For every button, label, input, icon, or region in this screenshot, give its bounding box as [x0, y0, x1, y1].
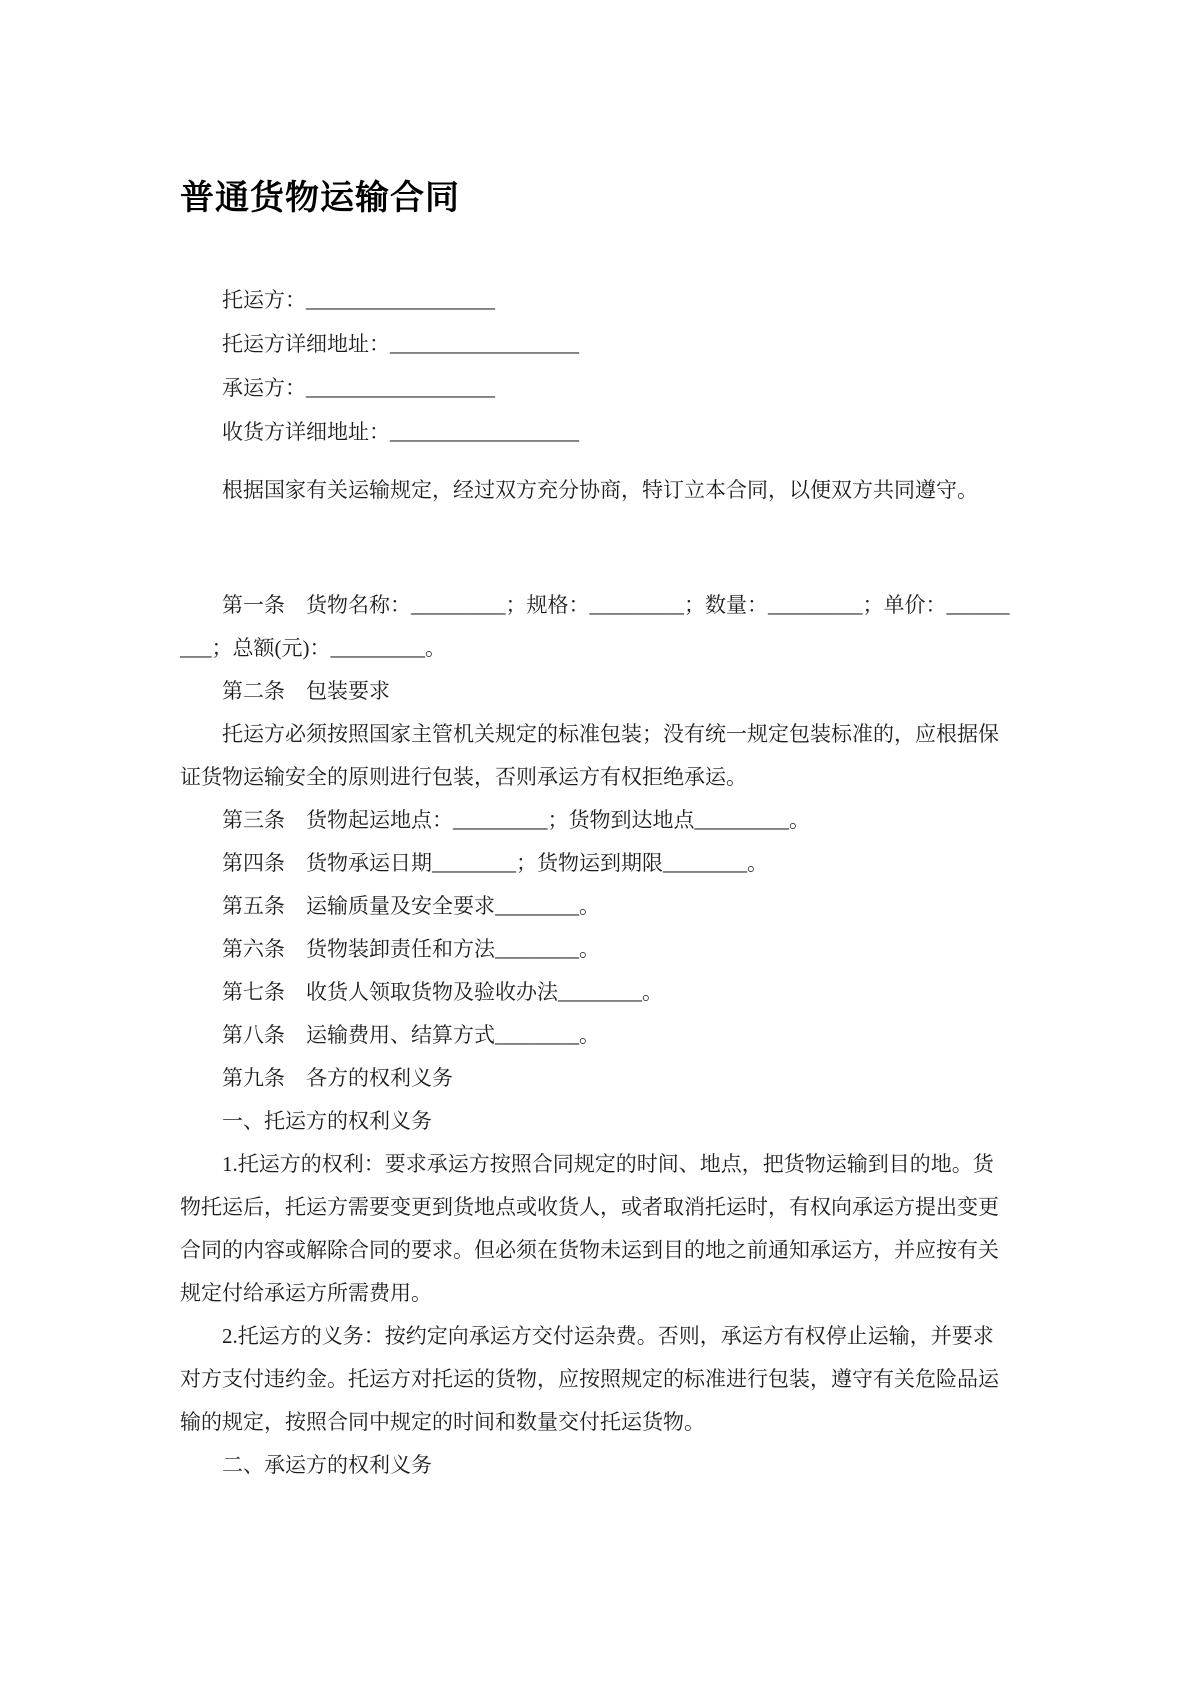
- parties-section: [180, 278, 1022, 454]
- clause-2-body-line-1: 托运方必须按照国家主管机关规定的标准包装；没有统一规定包装标准的，应根据保: [222, 722, 999, 746]
- section-1-heading: 一、托运方的权利义务: [222, 1109, 432, 1133]
- intro-paragraph: 根据国家有关运输规定，经过双方充分协商，特订立本合同，以便双方共同遵守。: [222, 478, 978, 502]
- clause-2-body-line-2: 证货物运输安全的原则进行包装，否则承运方有权拒绝承运。: [180, 765, 747, 789]
- clause-6-line: 第六条 货物装卸责任和方法________。: [222, 937, 600, 961]
- clause-1-line-1: 第一条 货物名称：_________；规格：_________；数量：_________；单价：______: [222, 593, 1010, 617]
- clause-3-line: 第三条 货物起运地点：_________；货物到达地点_________。: [222, 808, 810, 832]
- document-title: 普通货物运输合同: [180, 179, 460, 217]
- field-line-receiver-address: 收货方详细地址：__________________: [222, 420, 579, 444]
- clause-8-line: 第八条 运输费用、结算方式________。: [222, 1023, 600, 1047]
- field-line-consignor-address: 托运方详细地址：__________________: [222, 332, 579, 356]
- shipper-rights-line-2: 物托运后，托运方需要变更到货地点或收货人，或者取消托运时，有权向承运方提出变更: [180, 1195, 999, 1219]
- section-2-heading: 二、承运方的权利义务: [222, 1453, 432, 1477]
- clause-1-line-2: ___；总额(元)：_________。: [180, 636, 446, 660]
- field-line-carrier: 承运方：__________________: [222, 376, 495, 400]
- shipper-rights-line-1: 1.托运方的权利：要求承运方按照合同规定的时间、地点，把货物运输到目的地。货: [222, 1152, 994, 1176]
- clause-5-line: 第五条 运输质量及安全要求________。: [222, 894, 600, 918]
- shipper-obligations-line-3: 输的规定，按照合同中规定的时间和数量交付托运货物。: [180, 1410, 705, 1434]
- shipper-obligations-line-1: 2.托运方的义务：按约定向承运方交付运杂费。否则，承运方有权停止运输，并要求: [222, 1324, 994, 1348]
- clause-4-line: 第四条 货物承运日期________；货物运到期限________。: [222, 851, 768, 875]
- shipper-obligations-line-2: 对方支付违约金。托运方对托运的货物，应按照规定的标准进行包装，遵守有关危险品运: [180, 1367, 999, 1391]
- field-line-consignor: 托运方：__________________: [222, 288, 495, 312]
- shipper-rights-line-4: 规定付给承运方所需费用。: [180, 1281, 432, 1305]
- clause-7-line: 第七条 收货人领取货物及验收办法________。: [222, 980, 663, 1004]
- clause-9-heading: 第九条 各方的权利义务: [222, 1066, 453, 1090]
- contract-body: [180, 584, 1022, 1487]
- clause-2-heading: 第二条 包装要求: [222, 679, 390, 703]
- shipper-rights-line-3: 合同的内容或解除合同的要求。但必须在货物未运到目的地之前通知承运方，并应按有关: [180, 1238, 999, 1262]
